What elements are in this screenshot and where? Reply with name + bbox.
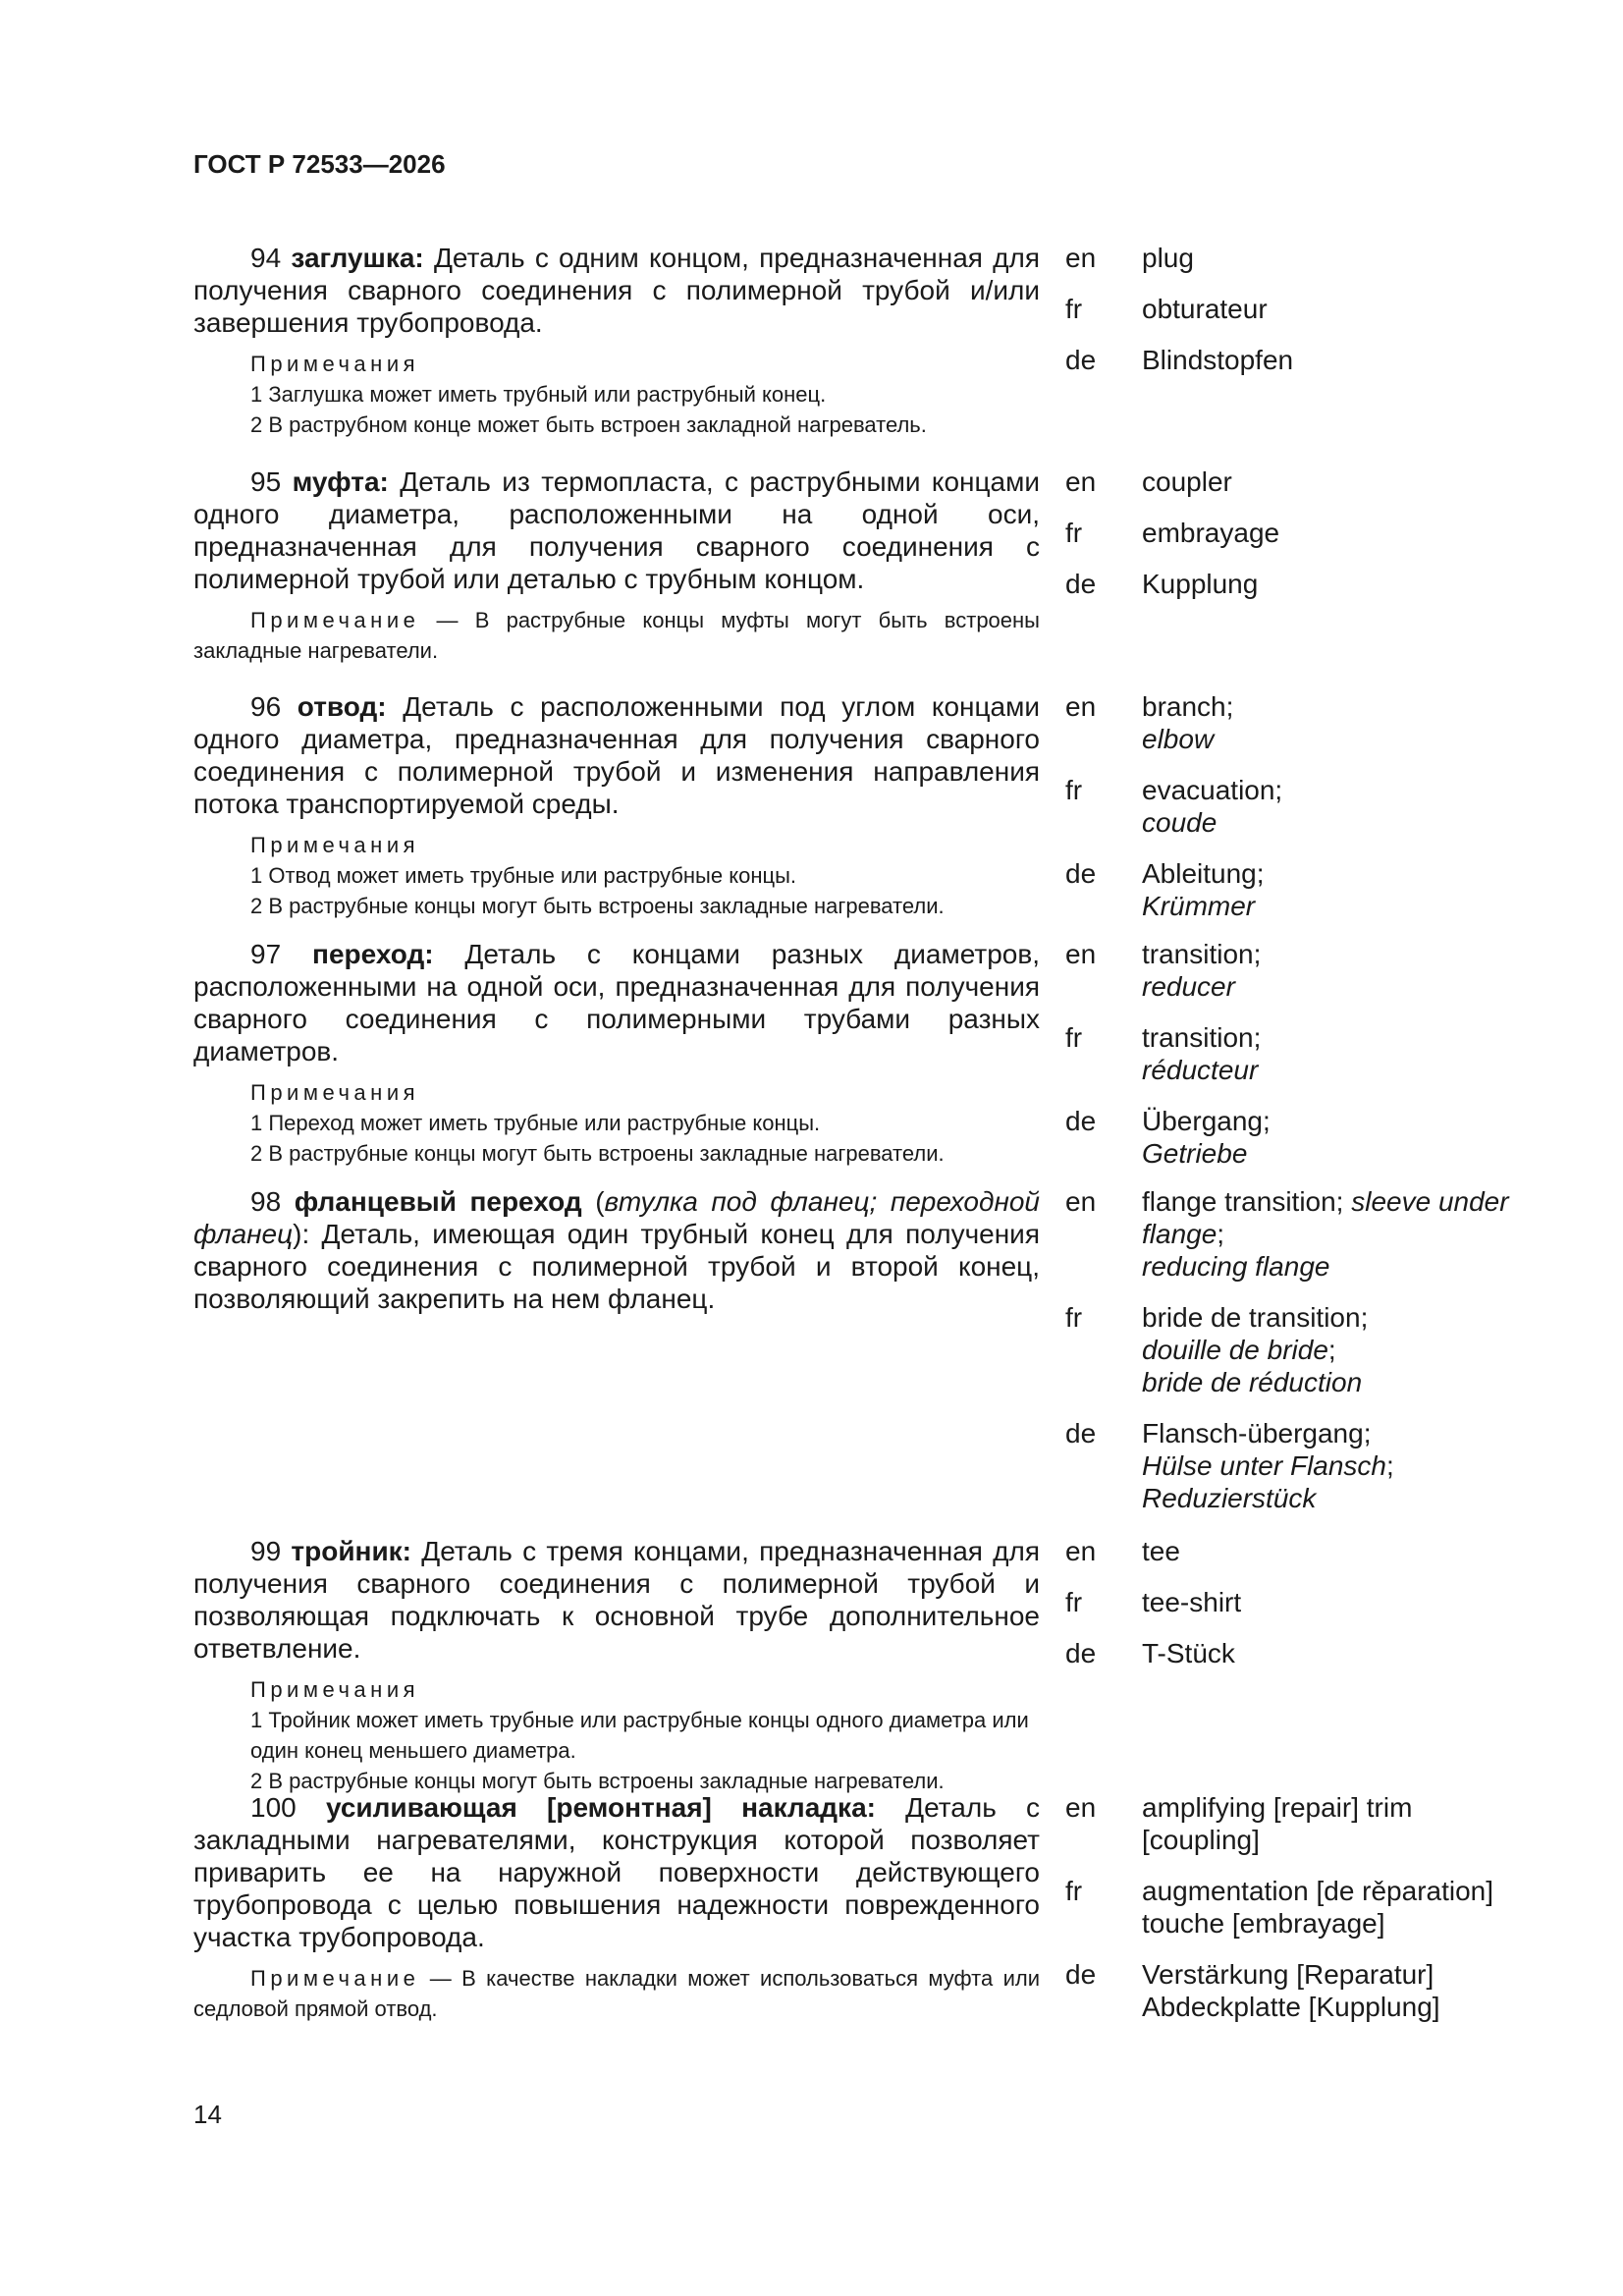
language-equivalents	[1065, 690, 1517, 941]
definition	[193, 465, 1040, 666]
lang-row-fr	[1065, 1586, 1517, 1618]
lang-term-alt: Krümmer	[1142, 891, 1256, 921]
lang-code: de	[1065, 569, 1097, 599]
lang-term-alt: reducing flange	[1142, 1251, 1330, 1282]
lang-code: en	[1065, 243, 1097, 273]
definition-text: Деталь с тремя концами, предназначенная для получения сварного соединения с полимерной трубой и позволяющая подключать к основной трубе дополнительное ответвление.	[193, 1536, 1041, 1664]
lang-term: bride de transition;	[1142, 1302, 1369, 1333]
language-equivalents	[1065, 242, 1517, 395]
notes-title: Примечания	[250, 352, 420, 376]
definition	[193, 938, 1040, 1169]
lang-term-alt: Getriebe	[1142, 1138, 1248, 1169]
definition	[193, 690, 1040, 921]
lang-term: transition;	[1142, 1022, 1262, 1053]
notes	[193, 830, 1040, 921]
notes-title: Примечания	[250, 833, 420, 857]
lang-row-de	[1065, 857, 1517, 922]
language-equivalents	[1065, 465, 1517, 619]
lang-term: Verstärkung [Reparatur] Abdeckplatte [Kupplung]	[1142, 1959, 1440, 2022]
lang-row-de	[1065, 344, 1517, 376]
lang-term: amplifying [repair] trim [coupling]	[1142, 1792, 1413, 1855]
term-number: 94	[250, 243, 282, 273]
lang-row-de	[1065, 1958, 1517, 2023]
note: 1 Заглушка может иметь трубный или раструбный конец.	[250, 382, 827, 407]
lang-code: fr	[1065, 1587, 1083, 1617]
language-equivalents	[1065, 1791, 1517, 2042]
lang-term: branch;	[1142, 691, 1234, 722]
lang-code: de	[1065, 1959, 1097, 1990]
lang-code: en	[1065, 1792, 1097, 1823]
lang-row-fr	[1065, 293, 1517, 325]
lang-term: embrayage	[1142, 518, 1280, 548]
term-title: отвод:	[297, 691, 387, 722]
lang-term: Flansch-übergang;	[1142, 1418, 1372, 1449]
lang-term-alt: coude	[1142, 807, 1217, 838]
lang-row-en	[1065, 1535, 1517, 1567]
lang-term: Übergang;	[1142, 1106, 1271, 1136]
lang-row-fr: fr bride de transition; douille de bride; bride de réduction	[1065, 1302, 1369, 1397]
lang-row-en	[1065, 1791, 1517, 1856]
term-title: усиливающая [ремонтная] накладка:	[325, 1792, 876, 1823]
term-number: 96	[250, 691, 282, 722]
term-number: 100	[250, 1792, 297, 1823]
notes	[193, 349, 1040, 440]
lang-term: Blindstopfen	[1142, 345, 1294, 375]
term-title: заглушка:	[291, 243, 424, 273]
language-equivalents	[1065, 1185, 1517, 1533]
lang-code: fr	[1065, 518, 1083, 548]
definition-text: Деталь с одним концом, предназначенная для получения сварного соединения с полимерной трубой и/или завершения трубопровода.	[193, 243, 1041, 338]
note-text: — В качестве накладки может использоваться муфта или седловой прямой отвод.	[193, 1966, 1040, 2021]
term-number: 99	[250, 1536, 282, 1566]
lang-term-alt: réducteur	[1142, 1055, 1259, 1085]
note	[193, 1963, 1040, 2024]
lang-term: transition;	[1142, 939, 1262, 969]
lang-code: fr	[1065, 1302, 1083, 1333]
lang-term: coupler	[1142, 466, 1232, 497]
lang-row-en	[1065, 690, 1517, 755]
lang-term: augmentation [de rěparation] touche [embrayage]	[1142, 1876, 1494, 1939]
notes	[193, 1077, 1040, 1169]
note-label: Примечание	[250, 1966, 420, 1991]
lang-term: Kupplung	[1142, 569, 1259, 599]
lang-code: de	[1065, 1418, 1097, 1449]
definition: 98 фланцевый переход (втулка под фланец; переходной фланец): Деталь, имеющая один трубный конец для получения сварного соединения с полимерной трубой и второй конец, позволяющий закрепить на нем фланец.	[193, 1186, 1040, 1314]
term-number: 95	[250, 466, 282, 497]
note-label: Примечание	[250, 608, 420, 632]
lang-term-alt: Reduzierstück	[1142, 1483, 1317, 1513]
note: 2 В раструбные концы могут быть встроены закладные нагреватели.	[250, 1141, 945, 1166]
definition-text: Деталь с расположенными под углом концами одного диаметра, предназначенная для получения сварного соединения с полимерной трубой и изменения направления потока транспортируемой среды.	[193, 691, 1041, 819]
notes-title: Примечания	[250, 1677, 420, 1702]
note: 2 В раструбные концы могут быть встроены закладные нагреватели.	[250, 894, 945, 918]
lang-code: de	[1065, 1106, 1097, 1136]
lang-code: fr	[1065, 1876, 1083, 1906]
lang-term: tee-shirt	[1142, 1587, 1242, 1617]
lang-term: evacuation;	[1142, 775, 1283, 805]
lang-code: en	[1065, 1186, 1097, 1217]
lang-term-alt: bride de réduction	[1142, 1367, 1363, 1397]
lang-term-alt: reducer	[1142, 971, 1235, 1002]
definition-text: Деталь из термопласта, с раструбными концами одного диаметра, расположенными на одной оси, предназначенная для получения сварного соединения с полимерной трубой или деталью с трубным концом.	[193, 466, 1040, 594]
document-header: ГОСТ Р 72533—2026	[193, 149, 446, 179]
term-title: муфта:	[292, 466, 389, 497]
lang-row-en	[1065, 465, 1517, 498]
lang-row-fr	[1065, 1875, 1517, 1940]
lang-row-de: de Flansch-übergang; Hülse unter Flansch; Reduzierstück	[1065, 1418, 1394, 1513]
lang-term-alt: elbow	[1142, 724, 1215, 754]
term-number: 98	[250, 1186, 282, 1217]
lang-row-fr	[1065, 517, 1517, 549]
lang-row-de	[1065, 1105, 1517, 1170]
definition-text: ): Деталь, имеющая один трубный конец для получения сварного соединения с полимерной трубой и второй конец, позволяющий закрепить на нем фланец.	[193, 1219, 1040, 1314]
note: 2 В раструбном конце может быть встроен закладной нагреватель.	[250, 412, 927, 437]
lang-row-fr	[1065, 774, 1517, 839]
definition	[193, 242, 1040, 440]
note-text: — В раструбные концы муфты могут быть встроены закладные нагреватели.	[193, 608, 1040, 663]
lang-code: en	[1065, 1536, 1097, 1566]
lang-term-alt: Hülse unter Flansch	[1142, 1450, 1387, 1481]
lang-code: de	[1065, 858, 1097, 889]
lang-term-alt: sleeve under flange	[1142, 1186, 1509, 1249]
lang-code: de	[1065, 1638, 1097, 1668]
definition	[193, 1535, 1040, 1796]
note: 1 Тройник может иметь трубные или раструбные концы одного диаметра или один конец меньшего диаметра.	[250, 1708, 1029, 1763]
notes	[193, 1674, 1040, 1796]
lang-term: Ableitung;	[1142, 858, 1265, 889]
note: 1 Отвод может иметь трубные или раструбные концы.	[250, 863, 796, 888]
page-number: 14	[193, 2100, 222, 2129]
lang-code: fr	[1065, 775, 1083, 805]
note: 1 Переход может иметь трубные или раструбные концы.	[250, 1111, 821, 1135]
lang-row-fr	[1065, 1021, 1517, 1086]
language-equivalents	[1065, 938, 1517, 1188]
term-title: фланцевый переход	[294, 1186, 582, 1217]
language-equivalents	[1065, 1535, 1517, 1688]
lang-term: plug	[1142, 243, 1194, 273]
definition	[193, 1791, 1040, 2024]
lang-code: en	[1065, 691, 1097, 722]
lang-term: tee	[1142, 1536, 1180, 1566]
definition-text: Деталь с закладными нагревателями, конструкция которой позволяет приварить ее на наружной поверхности действующего трубопровода с целью повышения надежности поврежденного участка трубопровода.	[193, 1792, 1041, 1952]
lang-term: flange transition;	[1142, 1186, 1352, 1217]
lang-code: en	[1065, 939, 1097, 969]
definition-text: Деталь с концами разных диаметров, расположенными на одной оси, предназначенная для получения сварного соединения с полимерными трубами разных диаметров.	[193, 939, 1040, 1066]
lang-row-en: en flange transition; sleeve under flange; reducing flange	[1065, 1186, 1509, 1282]
lang-row-en	[1065, 938, 1517, 1003]
term-title: тройник:	[291, 1536, 412, 1566]
term-number: 97	[250, 939, 282, 969]
lang-code: en	[1065, 466, 1097, 497]
note: 2 В раструбные концы могут быть встроены закладные нагреватели.	[250, 1769, 945, 1793]
lang-code: de	[1065, 345, 1097, 375]
lang-code: fr	[1065, 294, 1083, 324]
lang-row-de	[1065, 568, 1517, 600]
term-title: переход:	[312, 939, 434, 969]
notes-title: Примечания	[250, 1080, 420, 1105]
lang-code: fr	[1065, 1022, 1083, 1053]
note	[193, 605, 1040, 666]
lang-term-alt: douille de bride	[1142, 1335, 1328, 1365]
lang-term: obturateur	[1142, 294, 1268, 324]
lang-term: T-Stück	[1142, 1638, 1235, 1668]
lang-row-de	[1065, 1637, 1517, 1669]
lang-row-en	[1065, 242, 1517, 274]
term-synonyms: втулка под фланец; переходной фланец	[193, 1186, 1040, 1249]
